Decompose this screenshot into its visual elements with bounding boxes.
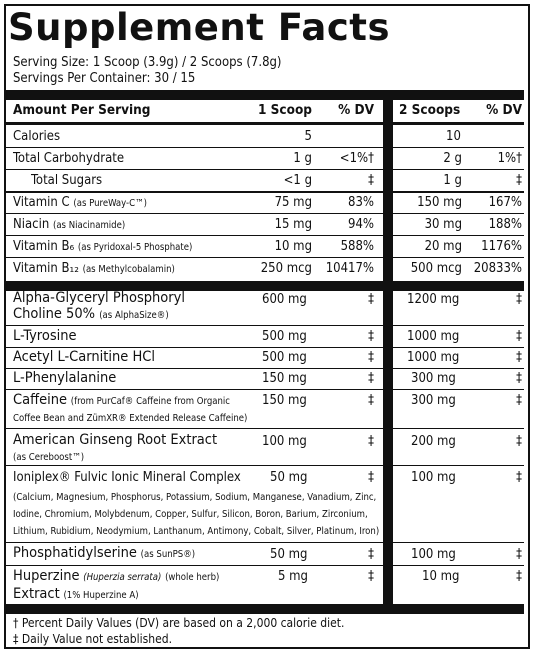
row-name: L-Tyrosine	[13, 328, 77, 344]
row-name: Vitamin C (as PureWay-C™)	[13, 195, 147, 210]
row-amount-2: 300 mg	[411, 371, 456, 386]
row-amount-2: 100 mg	[411, 470, 456, 485]
row-sub-line3: Lithium, Rubidium, Neodymium, Lanthanum, Antimony, Cobalt, Silver, Platinum, Iron)	[13, 526, 380, 537]
row-amount-1: 10 mg	[274, 239, 312, 254]
row-dv-2: 188%	[488, 217, 522, 232]
row-dv-1: ‡	[368, 393, 374, 408]
row-amount-2: 1000 mg	[407, 329, 460, 344]
row-name: Acetyl L-Carnitine HCl	[13, 349, 156, 365]
row-dv-1: ‡	[368, 547, 374, 562]
row-name: Total Carbohydrate	[13, 151, 125, 166]
row-name: Calories	[13, 129, 61, 144]
row-dv-2: ‡	[516, 470, 522, 485]
row-dv-2: ‡	[516, 371, 522, 386]
row-dv-2: ‡	[516, 292, 522, 307]
header-dv2: % DV	[486, 102, 522, 118]
row-dv-2: 1%†	[497, 151, 522, 166]
row-name: Ioniplex® Fulvic Ionic Mineral Complex	[13, 470, 241, 485]
row-name: Phosphatidylserine (as SunPS®)	[13, 545, 196, 561]
row-dv-2: 1176%	[481, 239, 522, 254]
row-amount-2: 10 mg	[422, 569, 460, 584]
row-amount-2: 500 mcg	[410, 261, 462, 276]
row-amount-1: 500 mg	[262, 350, 307, 365]
row-dv-2: ‡	[516, 329, 522, 344]
row-rule	[6, 213, 524, 214]
row-amount-1: 100 mg	[262, 434, 307, 449]
row-rule	[6, 147, 524, 148]
serving-size: Serving Size: 1 Scoop (3.9g) / 2 Scoops (7.8g)	[13, 55, 282, 70]
row-dv-2: 167%	[488, 195, 522, 210]
row-dv-2: ‡	[516, 434, 522, 449]
row-amount-1: 5	[304, 129, 312, 144]
row-amount-1: 1 g	[293, 151, 312, 166]
row-amount-2: 200 mg	[411, 434, 456, 449]
row-amount-2: 1200 mg	[407, 292, 460, 307]
row-amount-2: 1 g	[443, 173, 462, 188]
row-name: Niacin (as Niacinamide)	[13, 217, 126, 232]
row-dv-1: ‡	[368, 569, 374, 584]
row-amount-1: 600 mg	[262, 292, 307, 307]
row-amount-1: 150 mg	[262, 371, 307, 386]
row-rule	[6, 347, 524, 348]
row-rule	[6, 565, 524, 566]
row-sub: (as Cereboost™)	[13, 452, 85, 463]
row-rule	[6, 389, 524, 390]
row-amount-1: 250 mcg	[260, 261, 312, 276]
row-name: American Ginseng Root Extract	[13, 432, 218, 448]
row-sub-line2: Iodine, Chromium, Molybdenum, Copper, Sulfur, Silicon, Boron, Barium, Zirconium,	[13, 509, 368, 520]
row-dv-1: <1%†	[339, 151, 374, 166]
row-amount-2: 10	[446, 129, 461, 144]
row-rule	[6, 428, 524, 429]
row-dv-2: ‡	[516, 393, 522, 408]
row-amount-1: 50 mg	[270, 470, 308, 485]
row-amount-1: 15 mg	[274, 217, 312, 232]
row-dv-1: ‡	[368, 292, 374, 307]
row-amount-2: 30 mg	[424, 217, 462, 232]
row-rule	[6, 368, 524, 369]
header-dv1: % DV	[338, 102, 374, 118]
row-name: Total Sugars	[31, 173, 103, 188]
header-amount: Amount Per Serving	[13, 102, 151, 118]
row-rule	[6, 257, 524, 258]
row-name: Vitamin B₁₂ (as Methylcobalamin)	[13, 261, 175, 276]
row-amount-2: 150 mg	[417, 195, 462, 210]
row-rule	[6, 542, 524, 543]
label-title: Supplement Facts	[8, 6, 391, 49]
row-name: Huperzine (Huperzia serrata) (whole herb)	[13, 568, 220, 584]
header-two-scoops: 2 Scoops	[399, 102, 461, 118]
row-dv-1: ‡	[368, 470, 374, 485]
row-dv-1: 83%	[348, 195, 374, 210]
row-name: Caffeine (from PurCaf® Caffeine from Organic	[13, 392, 230, 408]
row-rule	[6, 235, 524, 236]
row-dv-2: ‡	[516, 350, 522, 365]
row-name: L-Phenylalanine	[13, 370, 117, 386]
row-rule	[6, 465, 524, 466]
row-amount-2: 300 mg	[411, 393, 456, 408]
row-amount-2: 100 mg	[411, 547, 456, 562]
row-amount-2: 2 g	[443, 151, 462, 166]
row-amount-2: 20 mg	[424, 239, 462, 254]
header-one-scoop: 1 Scoop	[257, 102, 312, 118]
row-dv-2: ‡	[516, 569, 522, 584]
row-dv-1: ‡	[368, 350, 374, 365]
row-rule	[6, 325, 524, 326]
row-rule	[6, 169, 524, 170]
row-amount-1: 50 mg	[270, 547, 308, 562]
footnote-dv: † Percent Daily Values (DV) are based on a 2,000 calorie diet.	[13, 616, 345, 630]
bottom-thick-bar	[6, 604, 524, 614]
row-dv-1: 94%	[348, 217, 374, 232]
row-dv-2: ‡	[516, 547, 522, 562]
row-sub: (Calcium, Magnesium, Phosphorus, Potassium, Sodium, Manganese, Vanadium, Zinc,	[13, 492, 377, 503]
header-rule	[6, 122, 524, 125]
row-dv-1: 10417%	[325, 261, 374, 276]
row-name: Vitamin B₆ (as Pyridoxal-5 Phosphate)	[13, 239, 193, 254]
row-amount-1: 5 mg	[278, 569, 308, 584]
row-name-line2: Extract (1% Huperzine A)	[13, 586, 139, 602]
top-thick-bar	[6, 90, 524, 100]
row-amount-1: 150 mg	[262, 393, 307, 408]
row-name-line2: Choline 50% (as AlphaSize®)	[13, 306, 169, 322]
row-amount-2: 1000 mg	[407, 350, 460, 365]
row-dv-1: ‡	[368, 173, 374, 188]
servings-per-container: Servings Per Container: 30 / 15	[13, 71, 196, 86]
row-dv-1: ‡	[368, 371, 374, 386]
row-dv-2: 20833%	[473, 261, 522, 276]
row-dv-1: 588%	[340, 239, 374, 254]
row-amount-1: 75 mg	[274, 195, 312, 210]
row-sub-line2: Coffee Bean and ZümXR® Extended Release Caffeine)	[13, 413, 248, 424]
row-rule	[6, 191, 524, 193]
footnote-not-established: ‡ Daily Value not established.	[13, 632, 173, 646]
row-dv-1: ‡	[368, 434, 374, 449]
row-amount-1: 500 mg	[262, 329, 307, 344]
row-name: Alpha-Glyceryl Phosphoryl	[13, 290, 185, 306]
row-dv-1: ‡	[368, 329, 374, 344]
row-amount-1: <1 g	[283, 173, 312, 188]
row-dv-2: ‡	[516, 173, 522, 188]
